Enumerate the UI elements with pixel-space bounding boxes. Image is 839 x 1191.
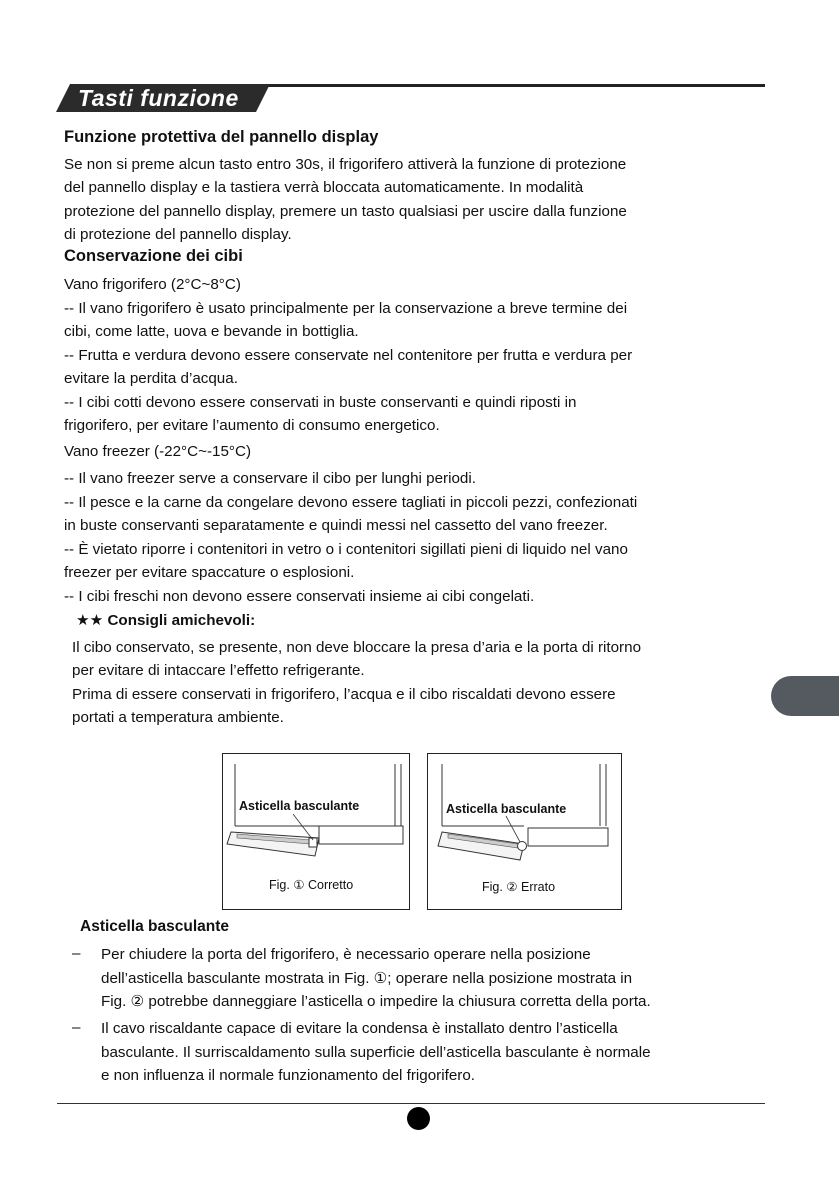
tip-line: per evitare di intaccare l’effetto refrigerante.	[72, 662, 365, 679]
tips-heading: ★★ Consigli amichevoli:	[76, 612, 256, 629]
figure-correct	[222, 753, 410, 910]
paragraph-line: -- Il vano frigorifero è usato principalmente per la conservazione a breve termine dei	[64, 300, 628, 317]
bullet-marker: –	[72, 1019, 81, 1036]
paragraph-line: -- Frutta e verdura devono essere conservate nel contenitore per frutta e verdura per	[64, 347, 633, 364]
chapter-tab	[771, 676, 839, 716]
section-heading-tilting-bar: Asticella basculante	[80, 918, 230, 935]
tip-line: portati a temperatura ambiente.	[72, 709, 284, 726]
paragraph-line: cibi, come latte, uova e bevande in bottiglia.	[64, 323, 359, 340]
paragraph-line: frigorifero, per evitare l’aumento di consumo energetico.	[64, 417, 440, 434]
section-heading-display-protection: Funzione protettiva del pannello display	[64, 128, 379, 146]
paragraph-line: protezione del pannello display, premere un tasto qualsiasi per uscire dalla funzione	[64, 203, 627, 220]
bullet-line: e non influenza il normale funzionamento del frigorifero.	[101, 1067, 475, 1084]
paragraph-line: Se non si preme alcun tasto entro 30s, il frigorifero attiverà la funzione di protezione	[64, 156, 627, 173]
paragraph-line: freezer per evitare spaccature o esplosioni.	[64, 564, 355, 581]
paragraph-line: in buste conservanti separatamente e quindi messi nel cassetto del vano freezer.	[64, 517, 608, 534]
paragraph-line: -- Il vano freezer serve a conservare il cibo per lunghi periodi.	[64, 470, 476, 487]
paragraph-line: evitare la perdita d’acqua.	[64, 370, 238, 387]
page-number-marker	[407, 1107, 430, 1130]
tip-line: Prima di essere conservati in frigorifero, l’acqua e il cibo riscaldati devono essere	[72, 686, 616, 703]
bullet-line: Per chiudere la porta del frigorifero, è necessario operare nella posizione	[101, 946, 591, 963]
figure-annotation: Asticella basculante	[446, 802, 567, 816]
bullet-marker: –	[72, 945, 81, 962]
figure-caption: Fig. ② Errato	[482, 880, 556, 894]
figure-wrong	[427, 753, 622, 910]
paragraph-line: -- Il pesce e la carne da congelare devono essere tagliati in piccoli pezzi, confezionati	[64, 494, 638, 511]
page-title: Tasti funzione	[78, 85, 239, 111]
paragraph-line: del pannello display e la tastiera verrà bloccata automaticamente. In modalità	[64, 179, 584, 196]
freezer-title: Vano freezer (-22°C~-15°C)	[64, 443, 252, 460]
tip-line: Il cibo conservato, se presente, non deve bloccare la presa d’aria e la porta di ritorno	[72, 639, 642, 656]
footer-rule	[57, 1103, 765, 1104]
figure-caption: Fig. ① Corretto	[269, 878, 354, 892]
bullet-line: Il cavo riscaldante capace di evitare la condensa è installato dentro l’asticella	[101, 1020, 618, 1037]
header-rule	[262, 84, 765, 87]
paragraph-line: -- I cibi freschi non devono essere conservati insieme ai cibi congelati.	[64, 588, 535, 605]
paragraph-line: -- I cibi cotti devono essere conservati in buste conservanti e quindi riposti in	[64, 394, 577, 411]
bullet-line: basculante. Il surriscaldamento sulla superficie dell’asticella basculante è normale	[101, 1044, 651, 1061]
paragraph-line: -- È vietato riporre i contenitori in vetro o i contenitori sigillati pieni di liquido nel vano	[64, 541, 628, 558]
figure-annotation: Asticella basculante	[239, 799, 360, 813]
bullet-line: dell’asticella basculante mostrata in Fig. ①; operare nella posizione mostrata in	[101, 970, 633, 987]
section-heading-food-storage: Conservazione dei cibi	[64, 247, 243, 265]
fridge-title: Vano frigorifero (2°C~8°C)	[64, 276, 241, 293]
paragraph-line: di protezione del pannello display.	[64, 226, 292, 243]
bullet-line: Fig. ② potrebbe danneggiare l’asticella o impedire la chiusura corretta della porta.	[101, 993, 651, 1010]
